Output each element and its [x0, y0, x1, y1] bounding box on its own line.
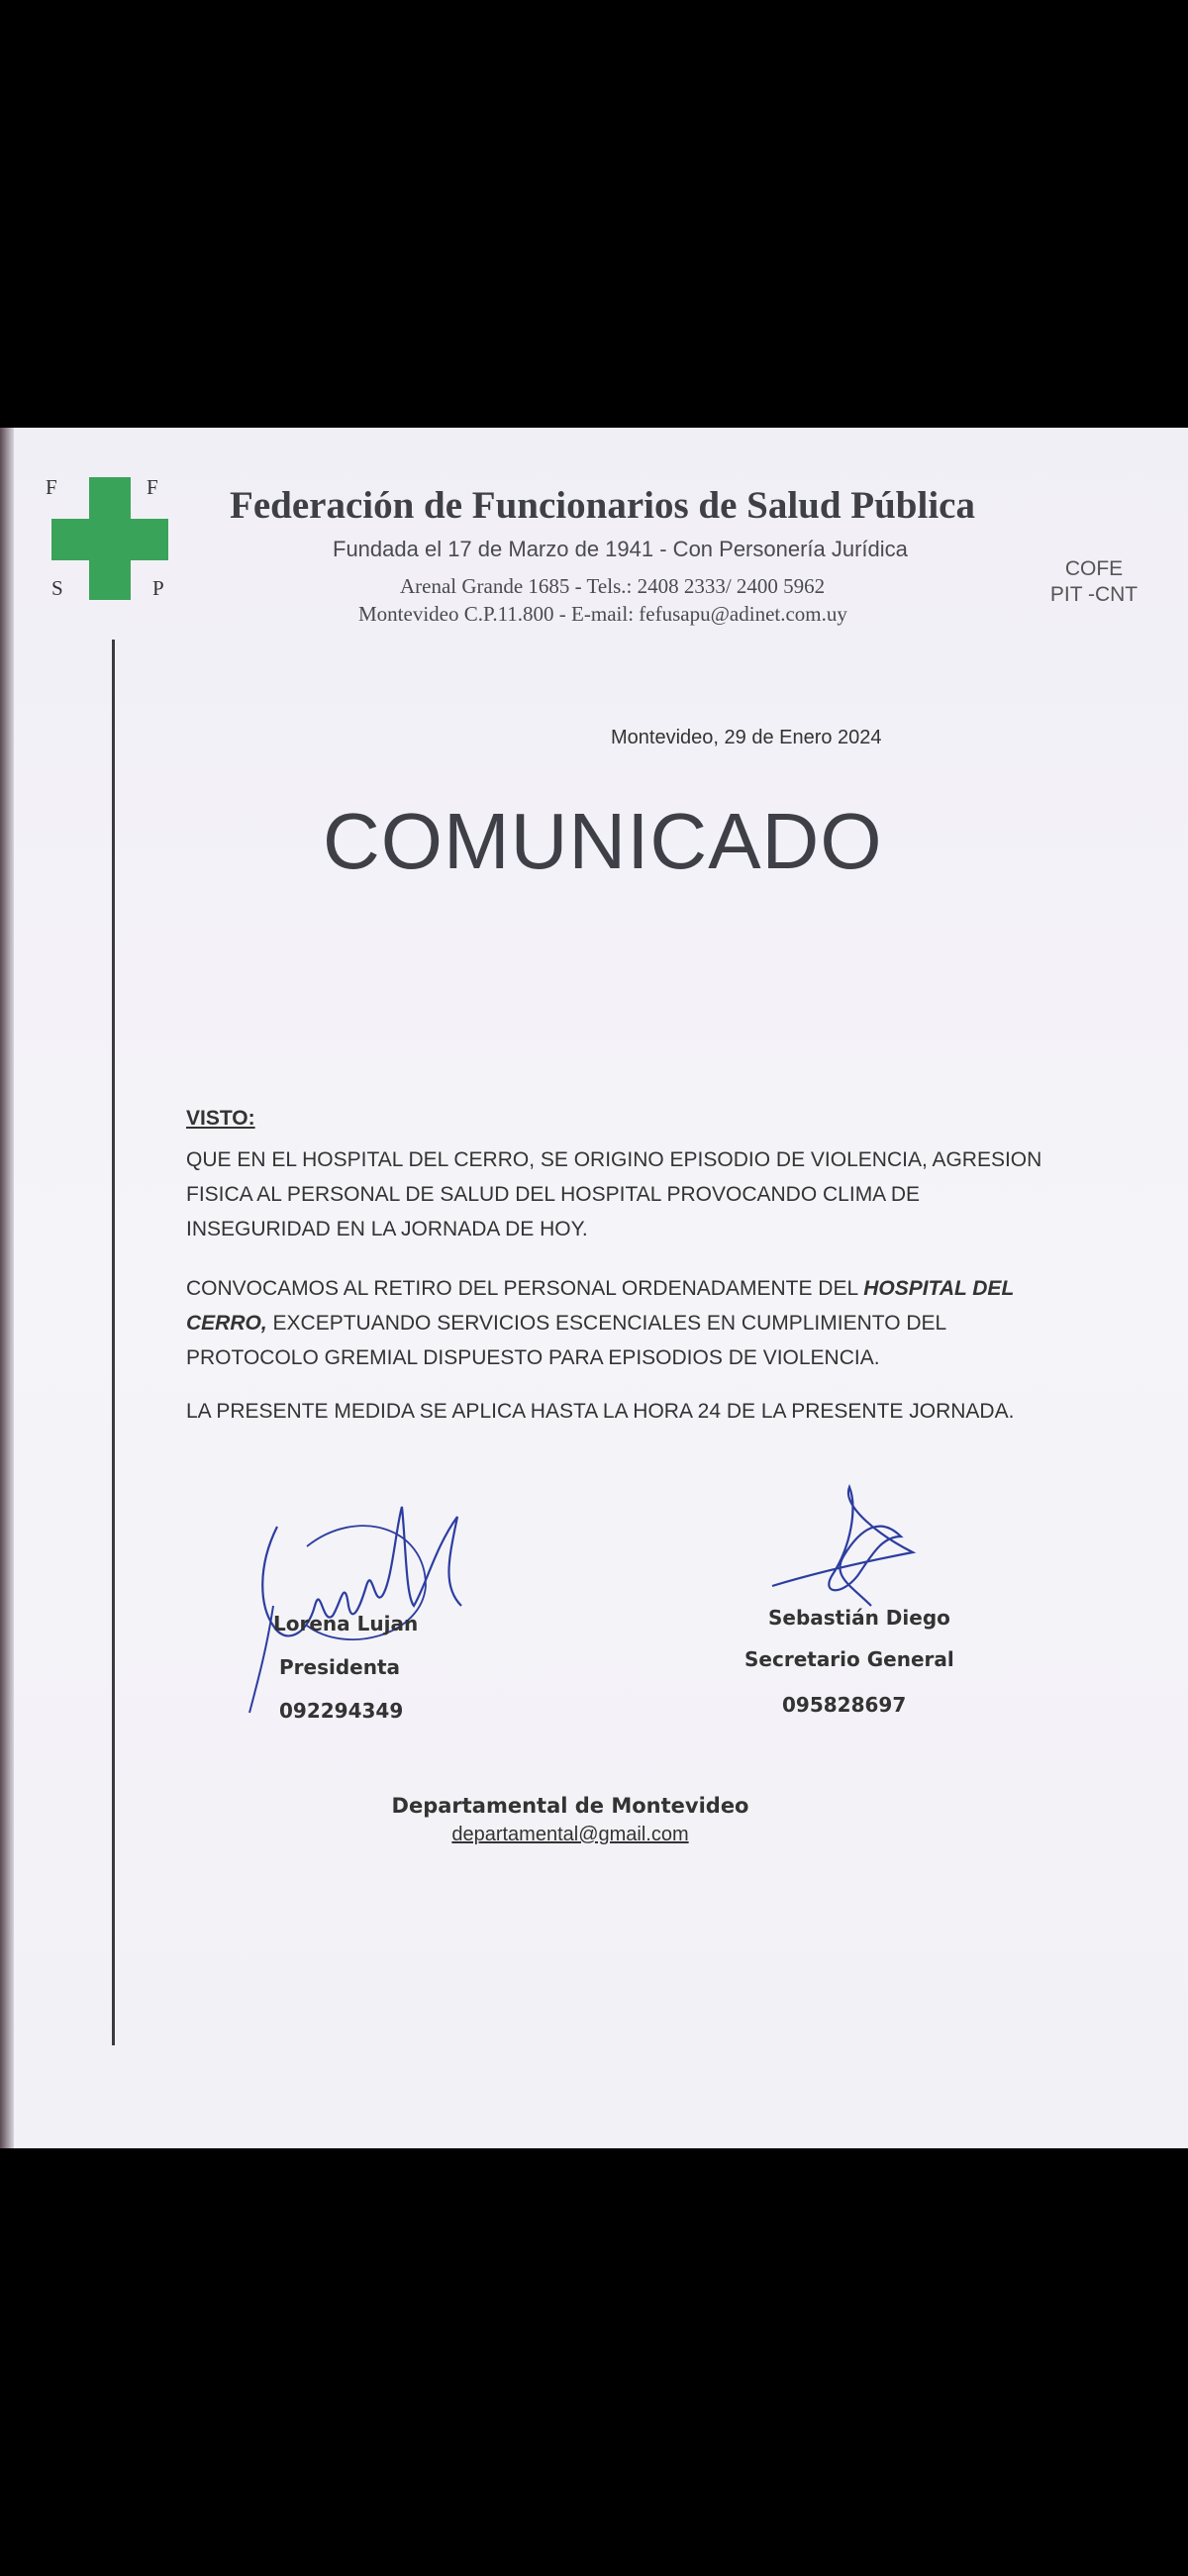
paragraph-duration: LA PRESENTE MEDIDA SE APLICA HASTA LA HORA 24 DE LA PRESENTE JORNADA. [186, 1400, 1015, 1423]
signature-lorena-lujan [238, 1487, 475, 1715]
affiliation-cofe: COFE [1064, 557, 1124, 580]
letter-page [0, 428, 1188, 2148]
signatory-left-role: Presidenta [279, 1655, 401, 1679]
signature-sebastian-diego [762, 1477, 921, 1626]
logo-letter: F [147, 475, 158, 499]
paragraph-convocation-start: CONVOCAMOS AL RETIRO DEL PERSONAL ORDENADAMENTE DEL [186, 1277, 864, 1300]
signatory-left-name: Lorena Lujan [273, 1612, 419, 1635]
paragraph-convocation-end: EXCEPTUANDO SERVICIOS ESCENCIALES EN CUMPLIMIENTO DEL PROTOCOLO GREMIAL DISPUESTO PARA EPISODIOS DE VIOLENCIA. [186, 1312, 946, 1369]
page-edge-shadow [0, 428, 14, 2148]
document-title: COMUNICADO [323, 797, 883, 885]
logo-letter: P [152, 576, 164, 600]
department-name: Departamental de Montevideo [391, 1794, 749, 1818]
affiliation-pitcnt: PIT -CNT [1049, 583, 1138, 606]
logo-letter: F [46, 475, 57, 499]
document-date: Montevideo, 29 de Enero 2024 [611, 727, 882, 748]
visto-label: VISTO: [186, 1107, 255, 1130]
logo-letter: S [51, 576, 63, 600]
organization-founded: Fundada el 17 de Marzo de 1941 - Con Personería Jurídica [333, 537, 908, 561]
paragraph-incident: QUE EN EL HOSPITAL DEL CERRO, SE ORIGINO EPISODIO DE VIOLENCIA, AGRESION FISICA AL PERSONAL DE SALUD DEL HOSPITAL PROVOCANDO CLIMA DE INSEGURIDAD EN LA JORNADA DE HOY. [186, 1148, 1042, 1240]
department-email-link[interactable]: departamental@gmail.com [451, 1824, 689, 1845]
ffsp-logo [46, 475, 174, 604]
affiliation [1047, 556, 1140, 608]
signatory-left-phone: 092294349 [279, 1699, 404, 1723]
hospital-emphasis: HOSPITAL DEL CERRO, [186, 1277, 1014, 1335]
signatory-right-name: Sebastián Diego [768, 1606, 950, 1630]
signatory-right-phone: 095828697 [782, 1693, 907, 1717]
organization-name: Federación de Funcionarios de Salud Pública [230, 484, 975, 527]
paragraph-convocation [186, 1271, 1057, 1375]
green-cross-bar [51, 519, 168, 560]
organization-contact: Montevideo C.P.11.800 - E-mail: fefusapu@adinet.com.uy [358, 602, 847, 626]
signatory-right-role: Secretario General [744, 1647, 954, 1671]
organization-address: Arenal Grande 1685 - Tels.: 2408 2333/ 2400 5962 [400, 574, 826, 598]
